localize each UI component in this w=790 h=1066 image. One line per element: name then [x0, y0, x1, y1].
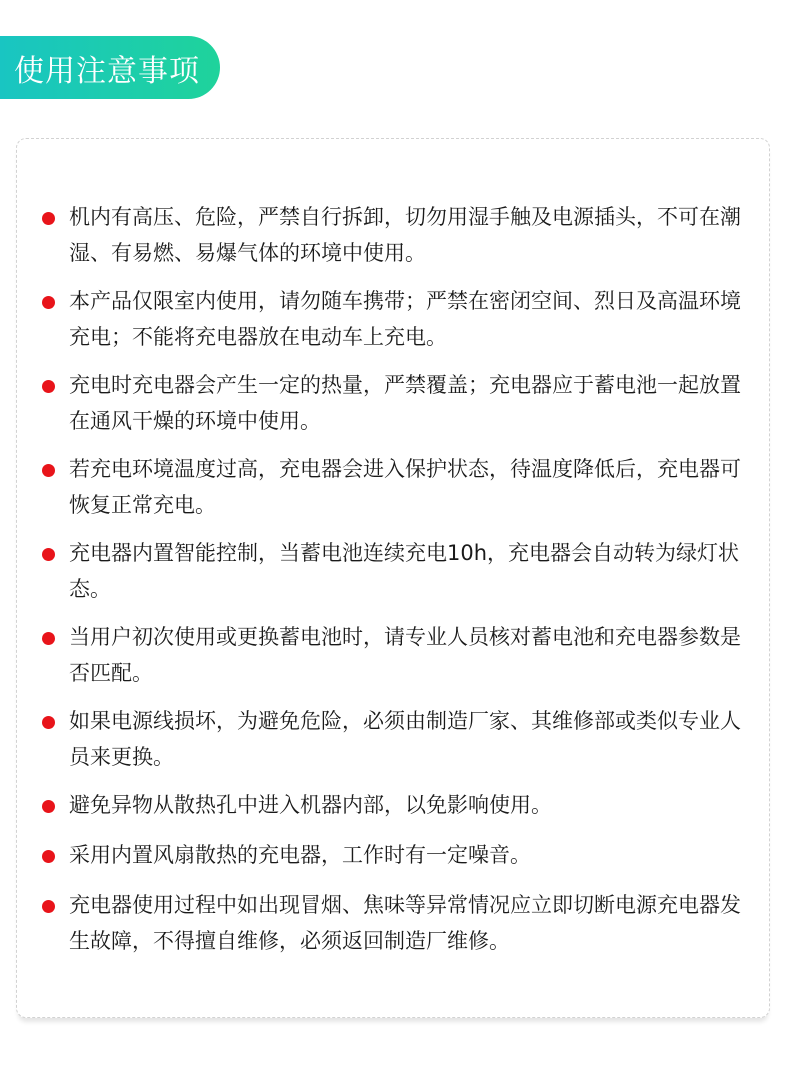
list-item — [17, 619, 769, 691]
bullet-dot-icon — [42, 800, 55, 813]
bullet-dot-icon — [42, 632, 55, 645]
page-title: 使用注意事项 — [14, 53, 200, 89]
bullet-dot-icon — [42, 464, 55, 477]
list-item — [17, 451, 769, 523]
notice-text: 充电器内置智能控制，当蓄电池连续充电10h，充电器会自动转为绿灯状态。 — [69, 541, 740, 601]
list-item — [17, 535, 769, 607]
notice-text: 当用户初次使用或更换蓄电池时，请专业人员核对蓄电池和充电器参数是否匹配。 — [69, 625, 741, 685]
notice-text: 采用内置风扇散热的充电器，工作时有一定噪音。 — [69, 843, 531, 867]
bullet-dot-icon — [42, 380, 55, 393]
bullet-dot-icon — [42, 212, 55, 225]
bullet-dot-icon — [42, 296, 55, 309]
notice-text: 机内有高压、危险，严禁自行拆卸，切勿用湿手触及电源插头，不可在潮湿、有易燃、易爆气体的环境中使用。 — [69, 205, 741, 265]
notice-list — [17, 199, 769, 971]
notice-text: 避免异物从散热孔中进入机器内部，以免影响使用。 — [69, 793, 552, 817]
bullet-dot-icon — [42, 548, 55, 561]
bullet-dot-icon — [42, 900, 55, 913]
notice-text: 本产品仅限室内使用，请勿随车携带；严禁在密闭空间、烈日及高温环境充电；不能将充电器放在电动车上充电。 — [69, 289, 741, 349]
bullet-dot-icon — [42, 716, 55, 729]
list-item — [17, 887, 769, 959]
list-item — [17, 837, 769, 873]
notice-text: 充电器使用过程中如出现冒烟、焦味等异常情况应立即切断电源充电器发生故障，不得擅自维修，必须返回制造厂维修。 — [69, 893, 741, 953]
list-item — [17, 367, 769, 439]
notice-text: 充电时充电器会产生一定的热量，严禁覆盖；充电器应于蓄电池一起放置在通风干燥的环境中使用。 — [69, 373, 741, 433]
list-item — [17, 283, 769, 355]
notice-text: 如果电源线损坏，为避免危险，必须由制造厂家、其维修部或类似专业人员来更换。 — [69, 709, 741, 769]
section-title-tab — [0, 36, 220, 99]
list-item — [17, 199, 769, 271]
list-item — [17, 787, 769, 823]
list-item — [17, 703, 769, 775]
notice-text: 若充电环境温度过高，充电器会进入保护状态，待温度降低后，充电器可恢复正常充电。 — [69, 457, 741, 517]
notice-card — [16, 138, 770, 1018]
bullet-dot-icon — [42, 850, 55, 863]
